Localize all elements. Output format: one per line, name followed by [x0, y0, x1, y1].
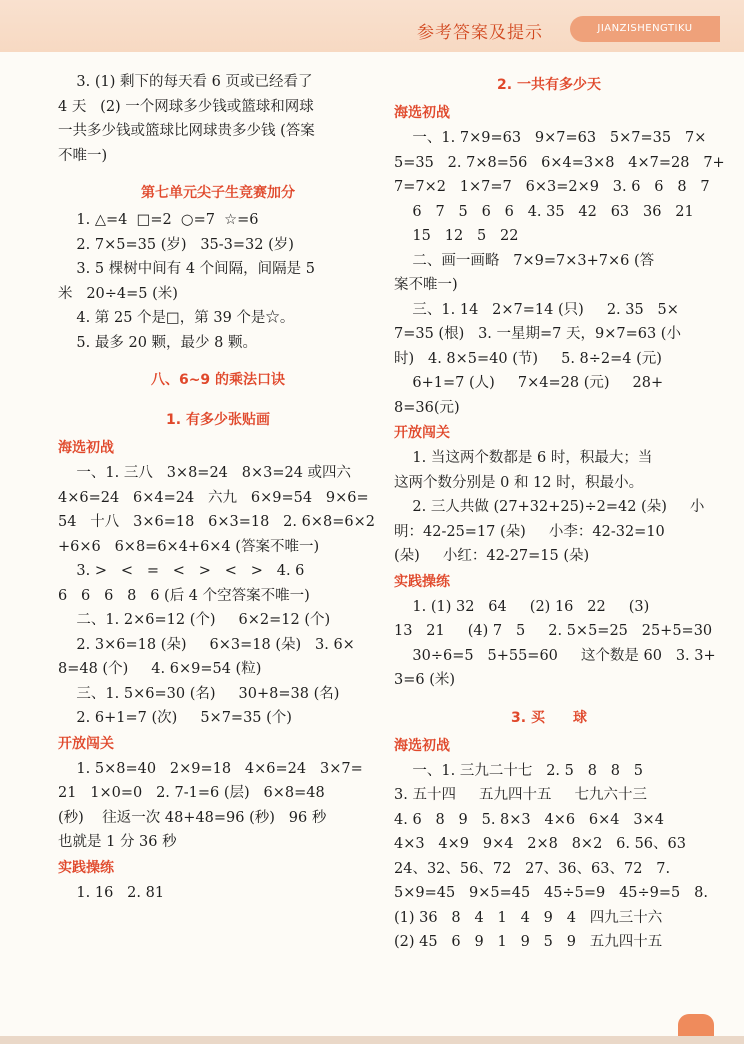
section-title: 第七单元尖子生竞赛加分	[141, 185, 295, 201]
left-column	[58, 70, 378, 905]
bottom-bar	[0, 1036, 744, 1044]
text-line: 4×6=24 6×4=24 六九 6×9=54 9×6=	[58, 489, 369, 506]
text-line: 3. > < = < > < > 4. 6	[58, 563, 305, 579]
text-line: 3. 五十四 五九四十五 七九六十三	[394, 787, 648, 803]
text-line: (秒) 往返一次 48+48=96 (秒) 96 秒	[58, 809, 327, 826]
text-line: 1. (1) 32 64 (2) 16 22 (3)	[394, 598, 650, 615]
text-line: 不唯一)	[58, 147, 108, 164]
text-line: 2. 三人共做 (27+32+25)÷2=42 (朵) 小	[394, 499, 705, 515]
text-line: 7=35 (根) 3. 一星期=7 天，9×7=63 (小	[394, 326, 681, 342]
text-line: 一共多少钱或篮球比网球贵多少钱 (答案	[58, 123, 315, 139]
text-line: 米 20÷4=5 (米)	[58, 285, 178, 302]
text-line: 4. 6 8 9 5. 8×3 4×6 6×4 3×4	[394, 811, 664, 828]
right-column	[394, 70, 725, 955]
text-line: 一、1. 三八 3×8=24 8×3=24 或四六	[58, 465, 352, 481]
text-line: 8=48 (个) 4. 6×9=54 (粒)	[58, 661, 262, 677]
text-line: 一、1. 三九二十七 2. 5 8 8 5	[394, 762, 644, 779]
text-line: 二、1. 2×6=12 (个) 6×2=12 (个)	[58, 612, 331, 628]
section-heading: 海选初战	[394, 105, 450, 121]
text-line: 这两个数分别是 0 和 12 时，积最小。	[394, 474, 644, 491]
text-line: 1. △=4 □=2 ○=7 ☆=6	[58, 212, 259, 228]
text-line: 三、1. 5×6=30 (名) 30+8=38 (名)	[58, 685, 340, 702]
text-line: 5×9=45 9×5=45 45÷5=9 45÷9=5 8.	[394, 885, 708, 901]
section-heading: 开放闯关	[394, 425, 450, 441]
text-line: 6 7 5 6 6 4. 35 42 63 36 21	[394, 203, 694, 220]
spacer	[58, 355, 378, 365]
header-badge: JIANZISHENGTIKU	[570, 16, 720, 42]
spacer	[58, 168, 378, 178]
text-line: 4 天 (2) 一个网球多少钱或篮球和网球	[58, 98, 314, 115]
text-line: 5. 最多 20 颗，最少 8 颗。	[58, 334, 257, 351]
text-line: 15 12 5 22	[394, 228, 519, 244]
text-line: 21 1×0=0 2. 7-1=6 (层) 6×8=48	[58, 785, 325, 801]
text-line: 13 21 (4) 7 5 2. 5×5=25 25+5=30	[394, 623, 713, 639]
text-line: 明：42-25=17 (朵) 小李：42-32=10	[394, 523, 665, 540]
text-line: 4. 第 25 个是□，第 39 个是☆。	[58, 310, 295, 326]
text-line: 案不唯一)	[394, 277, 458, 293]
text-line: 1. 5×8=40 2×9=18 4×6=24 3×7=	[58, 760, 363, 777]
section-heading: 海选初战	[58, 440, 114, 456]
text-line: (朵) 小红：42-27=15 (朵)	[394, 548, 590, 564]
text-line: 6+1=7 (人) 7×4=28 (元) 28+	[394, 375, 664, 391]
text-line: (2) 45 6 9 1 9 5 9 五九四十五	[394, 934, 663, 950]
spacer	[58, 395, 378, 405]
section-heading: 实践操练	[58, 859, 114, 876]
section-heading: 实践操练	[394, 573, 450, 590]
header-title: 参考答案及提示	[417, 23, 543, 43]
section-title: 2. 一共有多少天	[497, 77, 601, 93]
text-line: 2. 3×6=18 (朵) 6×3=18 (朵) 3. 6×	[58, 636, 355, 653]
text-line: 3. (1) 剩下的每天看 6 页或已经看了	[58, 74, 313, 90]
section-heading: 海选初战	[394, 737, 450, 754]
text-line: 二、画一画略 7×9=7×3+7×6 (答	[394, 252, 655, 269]
text-line: 3=6 (米)	[394, 672, 456, 688]
text-line: 5=35 2. 7×8=56 6×4=3×8 4×7=28 7+	[394, 154, 725, 171]
section-heading: 开放闯关	[58, 735, 114, 752]
spacer	[394, 693, 704, 703]
text-line: 24、32、56、72 27、36、63、72 7.	[394, 860, 671, 877]
text-line: +6×6 6×8=6×4+6×4 (答案不唯一)	[58, 538, 320, 555]
text-line: 也就是 1 分 36 秒	[58, 834, 177, 850]
text-line: 一、1. 7×9=63 9×7=63 5×7=35 7×	[394, 130, 707, 146]
text-line: 1. 16 2. 81	[58, 884, 165, 901]
section-title: 1. 有多少张贴画	[166, 412, 270, 428]
text-line: (1) 36 8 4 1 4 9 4 四九三十六	[394, 909, 663, 926]
text-line: 6 6 6 8 6 (后 4 个空答案不唯一)	[58, 587, 310, 604]
text-line: 时) 4. 8×5=40 (节) 5. 8÷2=4 (元)	[394, 350, 662, 367]
page-header	[0, 0, 744, 52]
text-line: 30÷6=5 5+55=60 这个数是 60 3. 3+	[394, 647, 716, 664]
text-line: 三、1. 14 2×7=14 (只) 2. 35 5×	[394, 301, 679, 318]
page-corner-tab	[678, 1014, 714, 1036]
text-line: 2. 7×5=35 (岁) 35-3=32 (岁)	[58, 236, 294, 253]
text-line: 1. 当这两个数都是 6 时，积最大；当	[394, 450, 653, 466]
text-line: 2. 6+1=7 (次) 5×7=35 (个)	[58, 710, 292, 726]
text-line: 8=36(元)	[394, 399, 460, 416]
section-title: 3. 买 球	[511, 709, 587, 726]
text-line: 3. 5 棵树中间有 4 个间隔，间隔是 5	[58, 261, 315, 277]
text-line: 54 十八 3×6=18 6×3=18 2. 6×8=6×2	[58, 514, 375, 530]
text-line: 7=7×2 1×7=7 6×3=2×9 3. 6 6 8 7	[394, 179, 710, 195]
text-line: 4×3 4×9 9×4 2×8 8×2 6. 56、63	[394, 836, 686, 852]
section-title: 八、6~9 的乘法口诀	[150, 372, 286, 388]
